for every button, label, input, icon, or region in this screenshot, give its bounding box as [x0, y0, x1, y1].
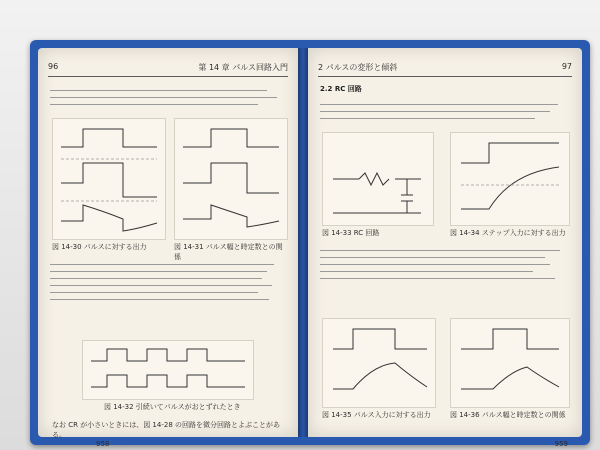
pulse-width-time-constant-diagram — [451, 319, 569, 407]
right-caption-2: 図 14-34 ステップ入力に対する出力 — [450, 229, 566, 237]
left-header-rule — [48, 76, 288, 77]
right-page-number: 97 — [561, 62, 572, 71]
right-running-head: 2 パルスの変形と傾斜 — [318, 63, 398, 72]
right-figure-4 — [450, 318, 570, 408]
left-running-head: 第 14 章 パルス回路入門 — [198, 63, 288, 72]
waveform-diagram-2 — [175, 119, 287, 239]
right-caption-4: 図 14-36 パルス幅と時定数との関係 — [450, 411, 566, 419]
left-paragraph-lines — [50, 84, 286, 111]
right-footer-page-number: 959 — [554, 440, 568, 448]
right-figure-2 — [450, 132, 570, 226]
pulse-input-output-diagram — [323, 319, 435, 407]
open-book — [30, 40, 590, 448]
step-response-diagram — [451, 133, 569, 225]
left-figure-2 — [174, 118, 288, 240]
right-header — [318, 62, 572, 76]
section-heading: 2.2 RC 回路 — [320, 85, 362, 93]
left-page — [38, 48, 298, 448]
right-page — [308, 48, 582, 448]
book-gutter — [298, 48, 308, 437]
right-figure-3 — [322, 318, 436, 408]
rc-circuit-diagram — [323, 133, 433, 225]
right-caption-1: 図 14-33 RC 回路 — [322, 229, 380, 237]
waveform-diagram-1 — [53, 119, 165, 239]
left-figure-1 — [52, 118, 166, 240]
left-page-number: 96 — [48, 62, 59, 71]
left-footer-text: なお CR が小さいときには、図 14-28 の回路を微分回路とよぶことがある。 — [52, 421, 280, 439]
left-paragraph-lines-2 — [50, 258, 286, 306]
left-caption-1: 図 14-30 パルスに対する出力 — [52, 243, 147, 251]
right-header-rule — [318, 76, 572, 77]
left-figure-3 — [82, 340, 254, 400]
left-header — [48, 62, 288, 76]
pulse-train-diagram — [83, 341, 253, 399]
right-figure-1 — [322, 132, 434, 226]
right-paragraph-lines-2 — [320, 244, 570, 285]
left-caption-3: 図 14-32 引続いてパルスがおとずれたとき — [104, 403, 241, 411]
right-caption-3: 図 14-35 パルス入力に対する出力 — [322, 411, 431, 419]
left-footer-page-number: 958 — [96, 440, 110, 448]
right-paragraph-lines — [320, 98, 570, 125]
left-caption-2: 図 14-31 パルス幅と時定数との関係 — [174, 243, 283, 261]
